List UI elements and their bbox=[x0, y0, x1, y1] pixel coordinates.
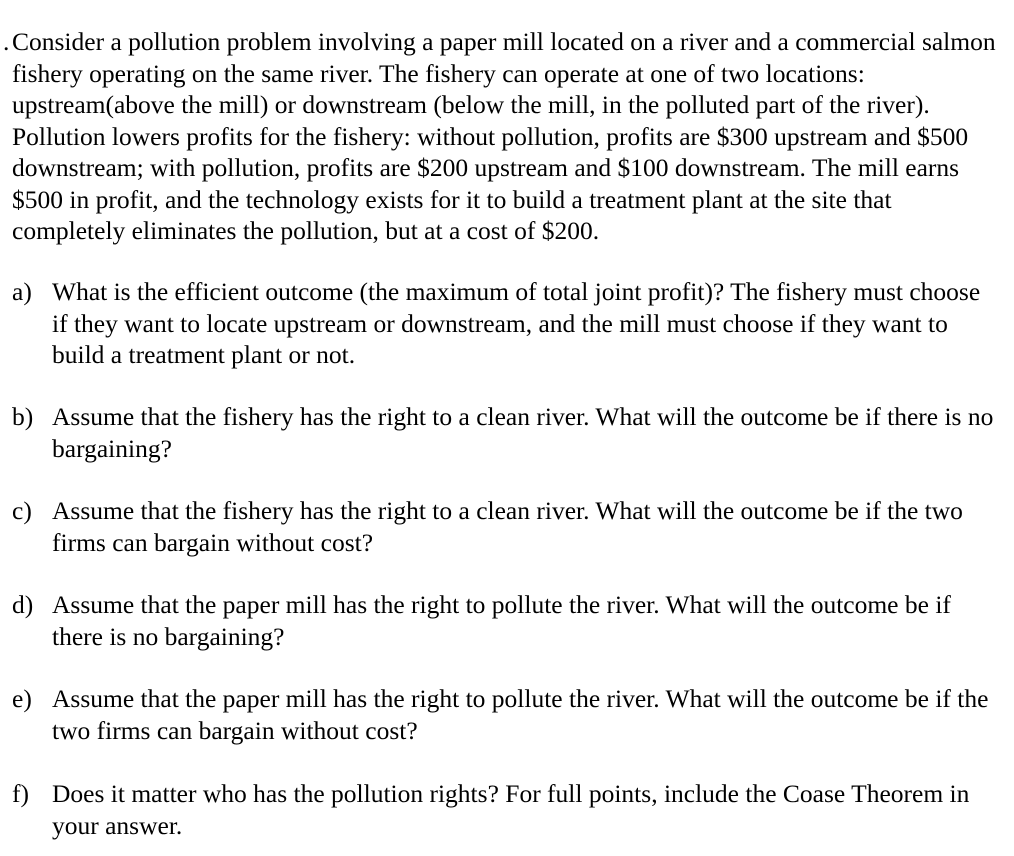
question-text: Assume that the fishery has the right to a clean river. What will the outcome be if the two firms can bargain without cost? bbox=[52, 496, 963, 557]
question-b bbox=[12, 401, 1002, 464]
question-f bbox=[12, 778, 1002, 841]
question-text: Assume that the fishery has the right to a clean river. What will the outcome be if there is no bargaining? bbox=[52, 402, 994, 463]
question-text: Assume that the paper mill has the right to pollute the river. What will the outcome be if the two firms can bargain without cost? bbox=[52, 684, 989, 745]
question-e bbox=[12, 683, 1002, 746]
problem-intro-text: Consider a pollution problem involving a paper mill located on a river and a commercial salmon fishery operating on the same river. The fishery can operate at one of two locations: upstream(above the mill) or downstream (below the mill, in the polluted part of the river). Pollution lowers profits for the fishery: without pollution, profits are $300 upstream and $500 downstream; with pollution, profits are $200 upstream and $100 downstream. The mill earns $500 in profit, and the technology exists for it to build a treatment plant at the site that completely eliminates the pollution, but at a cost of $200. bbox=[12, 27, 996, 245]
question-d bbox=[12, 589, 1002, 652]
lead-mark: . bbox=[3, 27, 10, 56]
question-a bbox=[12, 276, 1002, 371]
question-label: d) bbox=[12, 590, 34, 619]
question-label: b) bbox=[12, 402, 34, 431]
question-text: Does it matter who has the pollution rights? For full points, include the Coase Theorem in your answer. bbox=[52, 779, 970, 840]
question-c bbox=[12, 495, 1002, 558]
question-text: What is the efficient outcome (the maximum of total joint profit)? The fishery must choose if they want to locate upstream or downstream, and the mill must choose if they want to build a treatment plant or not. bbox=[52, 277, 981, 369]
question-text: Assume that the paper mill has the right to pollute the river. What will the outcome be if there is no bargaining? bbox=[52, 590, 951, 651]
question-label: a) bbox=[12, 277, 32, 306]
question-label: e) bbox=[12, 684, 32, 713]
question-label: c) bbox=[12, 496, 32, 525]
problem-intro bbox=[3, 26, 1002, 247]
question-label: f) bbox=[12, 779, 29, 808]
